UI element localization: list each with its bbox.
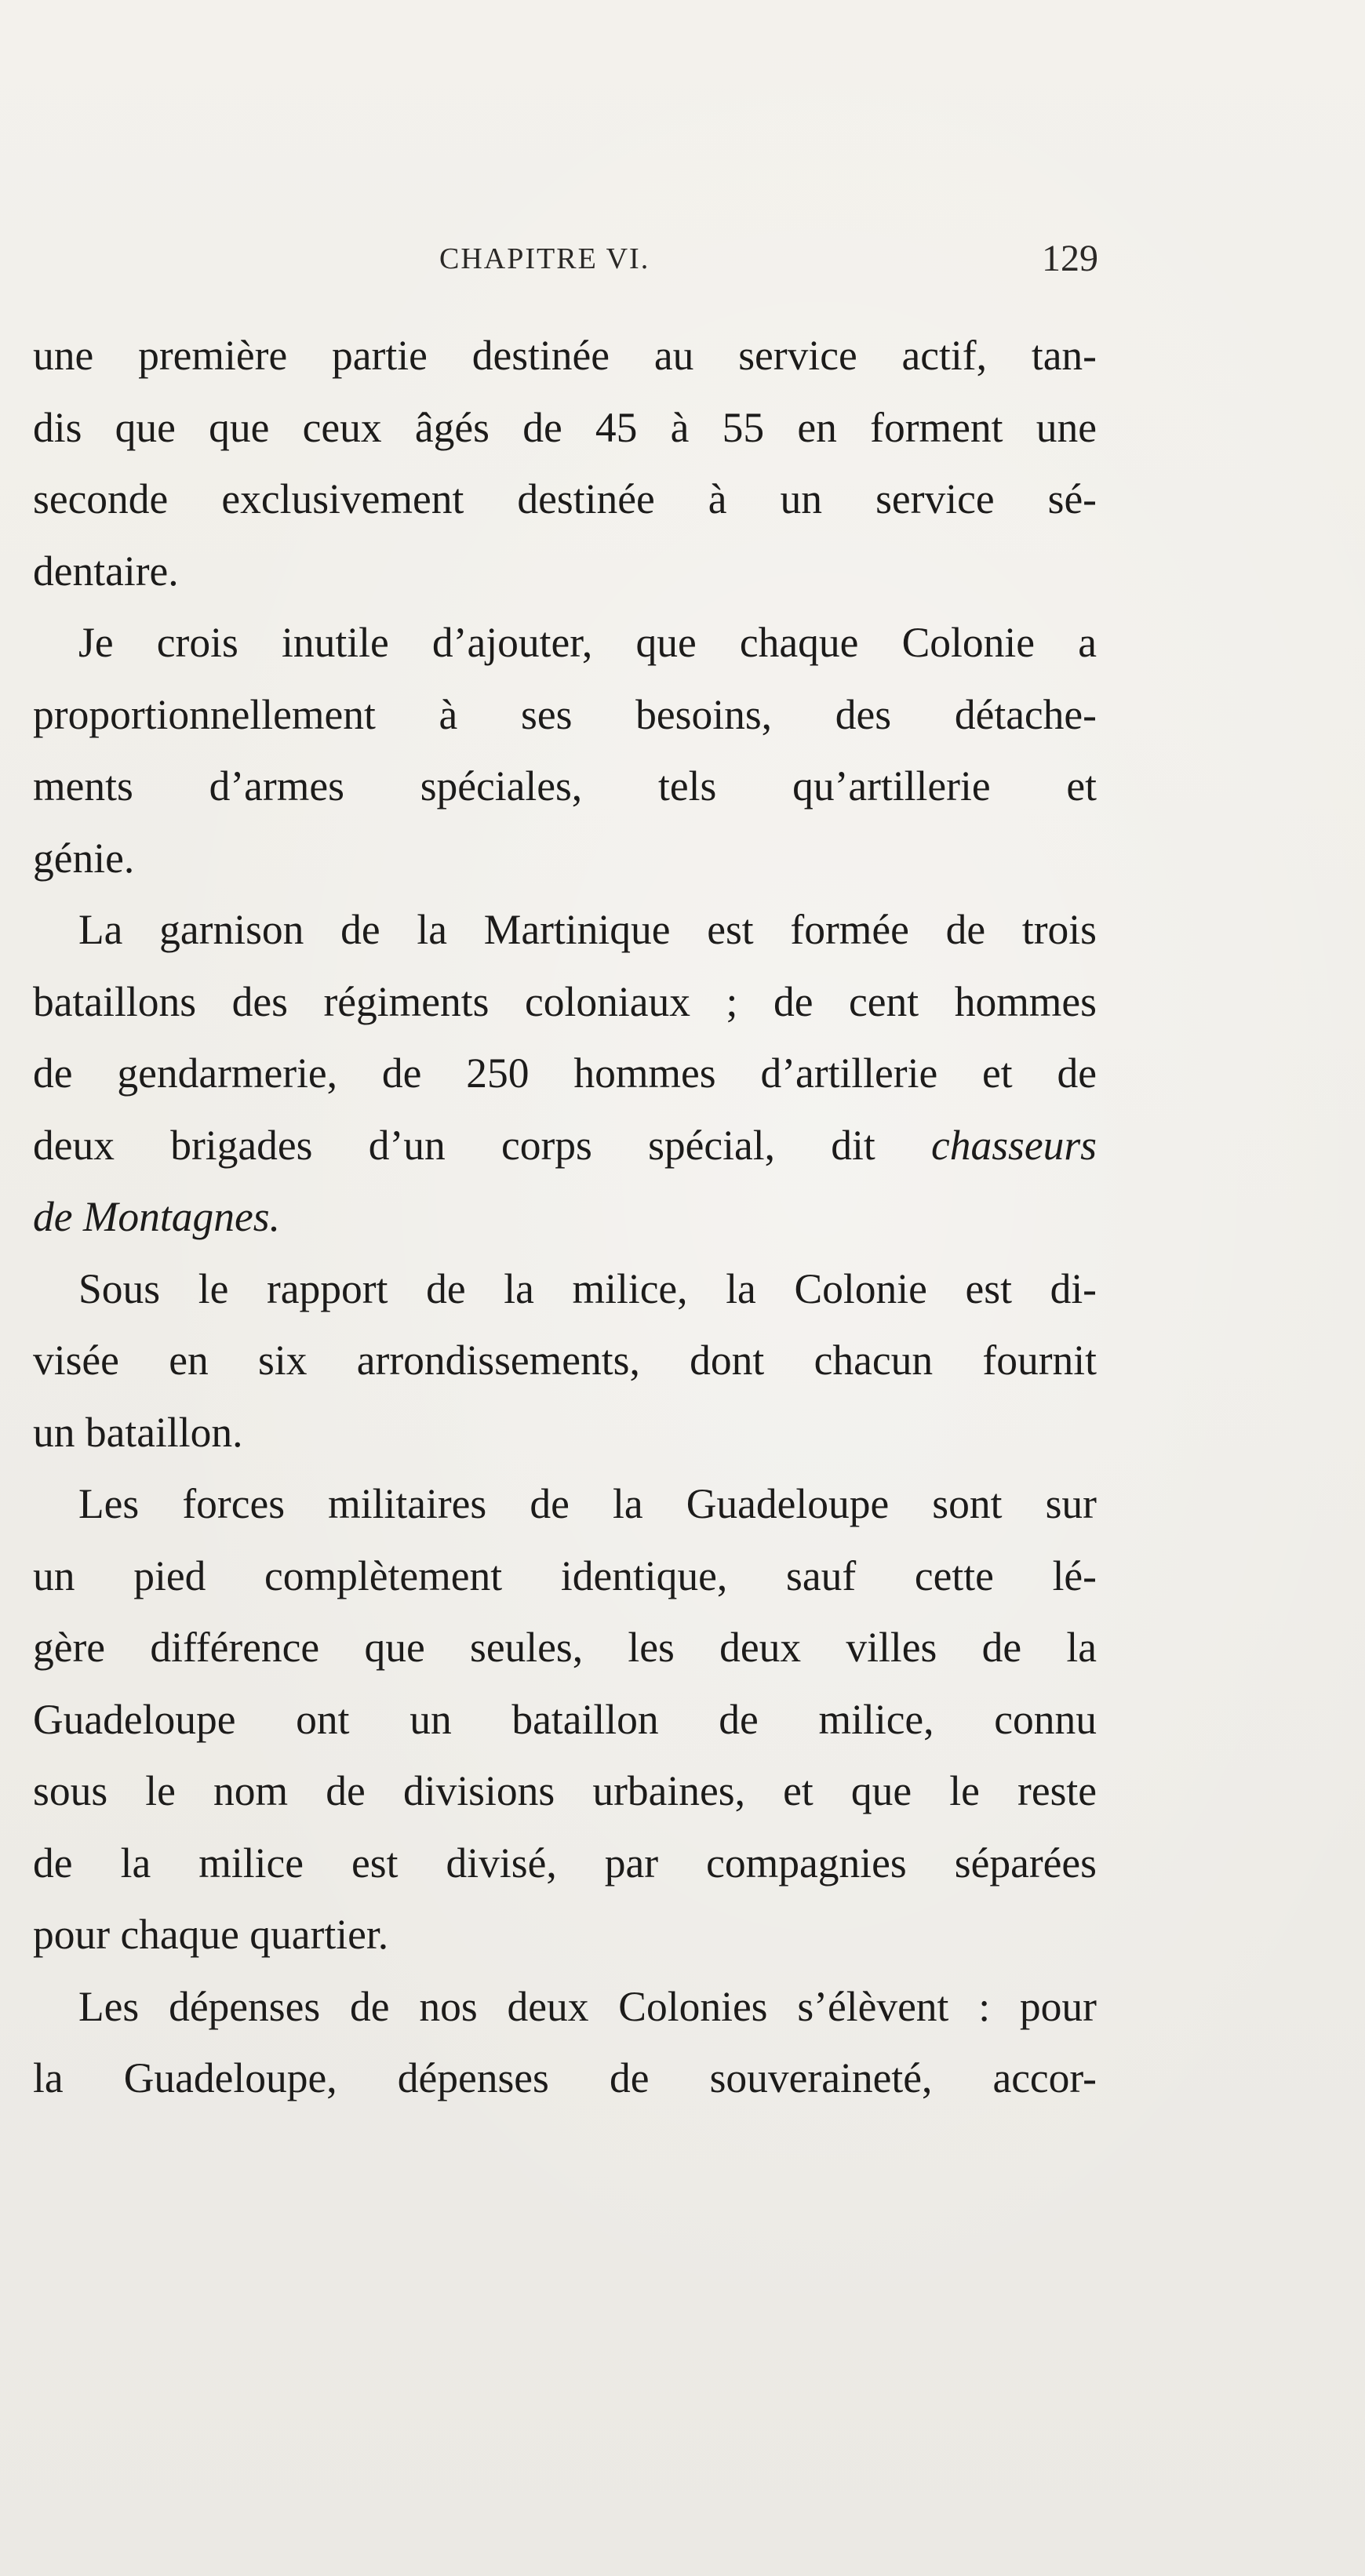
text-line: visée en six arrondissements, dont chacun fournit bbox=[33, 1337, 1097, 1384]
italic-term: chasseurs bbox=[930, 1121, 1097, 1169]
text-line: ments d’armes spéciales, tels qu’artillerie et bbox=[33, 762, 1097, 810]
text-segment: deux brigades d’un corps spécial, dit bbox=[33, 1121, 931, 1169]
text-line: La garnison de la Martinique est formée de trois bbox=[78, 906, 1097, 953]
text-line: sous le nom de divisions urbaines, et que le reste bbox=[33, 1767, 1097, 1814]
text-line: de la milice est divisé, par compagnies séparées bbox=[33, 1839, 1097, 1887]
text-line: proportionnellement à ses besoins, des détache- bbox=[33, 690, 1097, 738]
running-title: CHAPITRE VI. bbox=[439, 242, 650, 275]
text-line: Je crois inutile d’ajouter, que chaque Colonie a bbox=[78, 619, 1097, 666]
text-line: seconde exclusivement destinée à un service sé- bbox=[33, 475, 1097, 522]
text-line: la Guadeloupe, dépenses de souveraineté, accor- bbox=[33, 2054, 1097, 2101]
text-line: Les dépenses de nos deux Colonies s’élèvent : pour bbox=[78, 1982, 1097, 2030]
text-line: de gendarmerie, de 250 hommes d’artillerie et de bbox=[33, 1050, 1097, 1097]
text-line bbox=[33, 1110, 1097, 1182]
page-number: 129 bbox=[1042, 238, 1098, 279]
text-line: une première partie destinée au service actif, tan- bbox=[33, 332, 1097, 379]
text-line: Les forces militaires de la Guadeloupe sont sur bbox=[78, 1480, 1097, 1527]
text-line: un bataillon. bbox=[33, 1408, 243, 1456]
text-line: pour chaque quartier. bbox=[33, 1911, 389, 1958]
text-line: bataillons des régiments coloniaux ; de cent hommes bbox=[33, 977, 1097, 1025]
text-line: génie. bbox=[33, 834, 135, 882]
text-line: Guadeloupe ont un bataillon de milice, connu bbox=[33, 1695, 1097, 1743]
italic-term: de Montagnes. bbox=[33, 1193, 280, 1240]
text-line: dis que que ceux âgés de 45 à 55 en forment une bbox=[33, 403, 1097, 451]
text-line bbox=[33, 1181, 1097, 1253]
page-header bbox=[31, 235, 1098, 298]
text-line: gère différence que seules, les deux villes de la bbox=[33, 1624, 1097, 1671]
text-line: un pied complètement identique, sauf cette lé- bbox=[33, 1552, 1097, 1599]
body-text bbox=[33, 320, 1097, 2115]
text-line: Sous le rapport de la milice, la Colonie est di- bbox=[78, 1264, 1097, 1312]
text-line: dentaire. bbox=[33, 547, 179, 595]
